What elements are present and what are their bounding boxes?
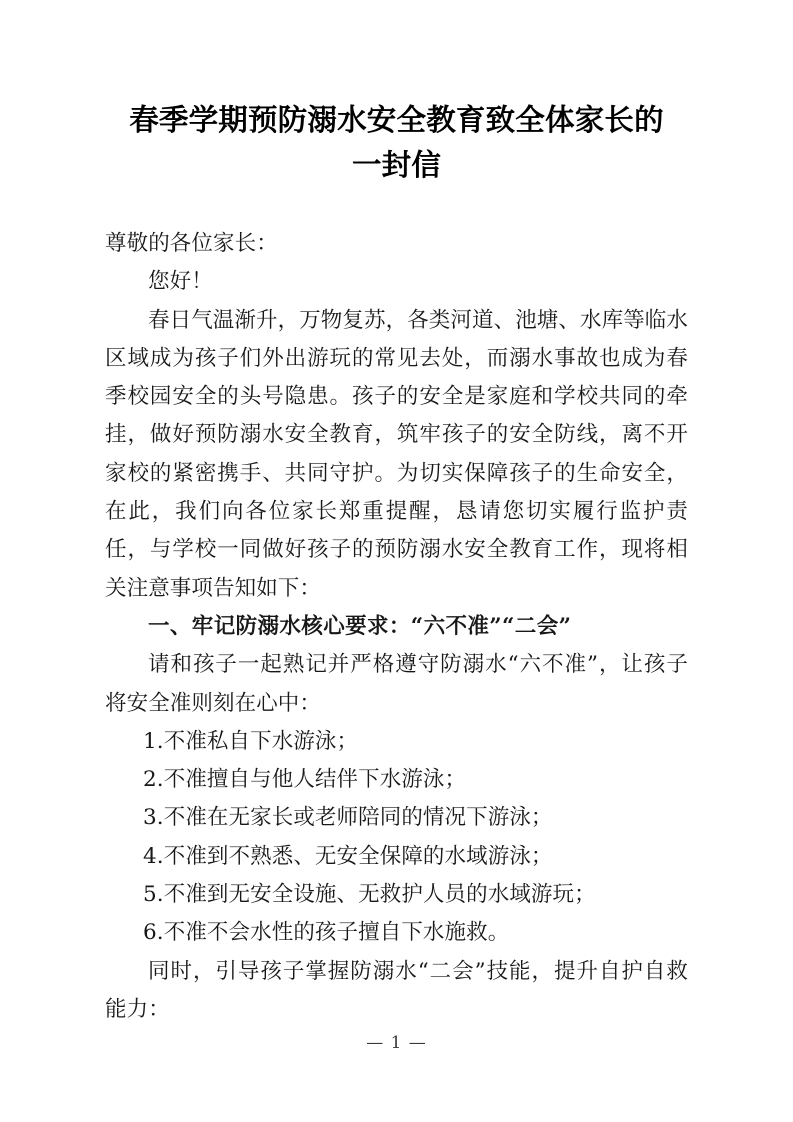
salutation: 尊敬的各位家长： bbox=[105, 231, 278, 256]
page-number: — 1 — bbox=[366, 1033, 427, 1053]
list-item: 3.不准在无家长或老师陪同的情况下游泳； bbox=[143, 805, 553, 831]
section-1-lead: 请和孩子一起熟记并严格遵守防溺水“六不准”，让孩子将安全准则刻在心中： bbox=[105, 652, 688, 716]
greeting: 您好！ bbox=[148, 269, 213, 295]
title-line-2: 一封信 bbox=[351, 149, 442, 182]
list-item: 4.不准到不熟悉、无安全保障的水域游泳； bbox=[143, 843, 553, 869]
page-title bbox=[105, 0, 688, 188]
list-item: 2.不准擅自与他人结伴下水游泳； bbox=[143, 767, 467, 793]
intro-paragraph: 春日气温渐升，万物复苏，各类河道、池塘、水库等临水区域成为孩子们外出游玩的常见去处，而溺水事故也成为春季校园安全的头号隐患。孩子的安全是家庭和学校共同的牵挂，做好预防溺水安全教育，筑牢孩子的安全防线，离不开家校的紧密携手、共同守护。为切实保障孩子的生命安全，在此，我们向各位家长郑重提醒，恳请您切实履行监护责任，与学校一同做好孩子的预防溺水安全教育工作，现将相关注意事项告知如下： bbox=[105, 307, 689, 601]
section-1-closing: 同时，引导孩子掌握防溺水“二会”技能，提升自护自救能力： bbox=[105, 958, 688, 1022]
list-item: 5.不准到无安全设施、无救护人员的水域游玩； bbox=[143, 882, 596, 908]
section-heading-1: 一、牢记防溺水核心要求：“六不准”“二会” bbox=[148, 613, 572, 639]
title-line-1: 春季学期预防溺水安全教育致全体家长的 bbox=[129, 104, 664, 137]
document-content bbox=[105, 0, 688, 1029]
list-item: 1.不准私自下水游泳； bbox=[143, 728, 359, 754]
letter-body bbox=[105, 225, 688, 1029]
list-item: 6.不准不会水性的孩子擅自下水施救。 bbox=[143, 920, 510, 946]
